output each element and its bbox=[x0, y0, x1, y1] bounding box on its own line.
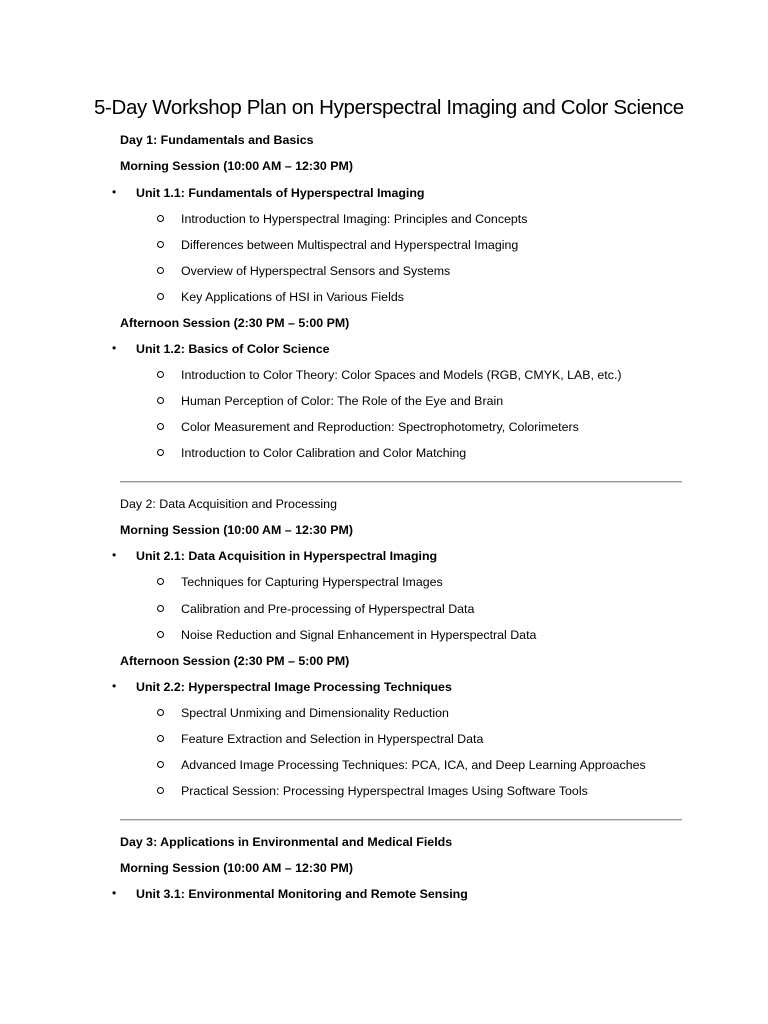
day1-afternoon-session-heading: Afternoon Session (2:30 PM – 5:00 PM) bbox=[120, 316, 350, 330]
hollow-circle-bullet-icon bbox=[157, 578, 164, 585]
day2-afternoon-session-heading: Afternoon Session (2:30 PM – 5:00 PM) bbox=[120, 654, 350, 668]
unit-label: Unit 1.2: Basics of Color Science bbox=[136, 342, 330, 356]
list-item-text: Techniques for Capturing Hyperspectral Images bbox=[181, 575, 443, 589]
list-item-text: Noise Reduction and Signal Enhancement in Hyperspectral Data bbox=[181, 628, 537, 642]
document-title: 5-Day Workshop Plan on Hyperspectral Imaging and Color Science bbox=[94, 96, 684, 119]
day3-morning-session-heading: Morning Session (10:00 AM – 12:30 PM) bbox=[120, 861, 353, 875]
hollow-circle-bullet-icon bbox=[157, 397, 164, 404]
day1-heading: Day 1: Fundamentals and Basics bbox=[120, 133, 314, 147]
hollow-circle-bullet-icon bbox=[157, 761, 164, 768]
bullet-icon: • bbox=[112, 548, 117, 562]
day3-heading: Day 3: Applications in Environmental and Medical Fields bbox=[120, 835, 453, 849]
day2-heading: Day 2: Data Acquisition and Processing bbox=[120, 497, 337, 511]
list-item-text: Key Applications of HSI in Various Fields bbox=[181, 290, 404, 304]
bullet-icon: • bbox=[112, 679, 117, 693]
list-item-text: Differences between Multispectral and Hyperspectral Imaging bbox=[181, 238, 519, 252]
list-item-text: Spectral Unmixing and Dimensionality Reduction bbox=[181, 706, 449, 720]
list-item-text: Overview of Hyperspectral Sensors and Systems bbox=[181, 264, 451, 278]
section-divider bbox=[120, 481, 682, 483]
bullet-icon: • bbox=[112, 185, 117, 199]
unit-label: Unit 1.1: Fundamentals of Hyperspectral Imaging bbox=[136, 186, 425, 200]
hollow-circle-bullet-icon bbox=[157, 371, 164, 378]
list-item-text: Human Perception of Color: The Role of the Eye and Brain bbox=[181, 394, 504, 408]
unit-label: Unit 2.1: Data Acquisition in Hyperspectral Imaging bbox=[136, 549, 438, 563]
hollow-circle-bullet-icon bbox=[157, 735, 164, 742]
day1-morning-session-heading: Morning Session (10:00 AM – 12:30 PM) bbox=[120, 159, 353, 173]
bullet-icon: • bbox=[112, 886, 117, 900]
hollow-circle-bullet-icon bbox=[157, 293, 164, 300]
hollow-circle-bullet-icon bbox=[157, 267, 164, 274]
section-divider bbox=[120, 819, 682, 821]
hollow-circle-bullet-icon bbox=[157, 241, 164, 248]
list-item-text: Calibration and Pre-processing of Hyperspectral Data bbox=[181, 602, 475, 616]
hollow-circle-bullet-icon bbox=[157, 215, 164, 222]
bullet-icon: • bbox=[112, 341, 117, 355]
hollow-circle-bullet-icon bbox=[157, 787, 164, 794]
unit-label: Unit 2.2: Hyperspectral Image Processing Techniques bbox=[136, 680, 452, 694]
unit-label: Unit 3.1: Environmental Monitoring and Remote Sensing bbox=[136, 887, 468, 901]
hollow-circle-bullet-icon bbox=[157, 709, 164, 716]
day2-morning-session-heading: Morning Session (10:00 AM – 12:30 PM) bbox=[120, 523, 353, 537]
list-item-text: Introduction to Hyperspectral Imaging: Principles and Concepts bbox=[181, 212, 528, 226]
list-item-text: Introduction to Color Theory: Color Spaces and Models (RGB, CMYK, LAB, etc.) bbox=[181, 368, 622, 382]
list-item-text: Advanced Image Processing Techniques: PCA, ICA, and Deep Learning Approaches bbox=[181, 758, 646, 772]
hollow-circle-bullet-icon bbox=[157, 631, 164, 638]
list-item-text: Color Measurement and Reproduction: Spectrophotometry, Colorimeters bbox=[181, 420, 579, 434]
hollow-circle-bullet-icon bbox=[157, 449, 164, 456]
hollow-circle-bullet-icon bbox=[157, 423, 164, 430]
list-item-text: Feature Extraction and Selection in Hyperspectral Data bbox=[181, 732, 484, 746]
list-item-text: Practical Session: Processing Hyperspectral Images Using Software Tools bbox=[181, 784, 588, 798]
list-item-text: Introduction to Color Calibration and Color Matching bbox=[181, 446, 467, 460]
hollow-circle-bullet-icon bbox=[157, 605, 164, 612]
